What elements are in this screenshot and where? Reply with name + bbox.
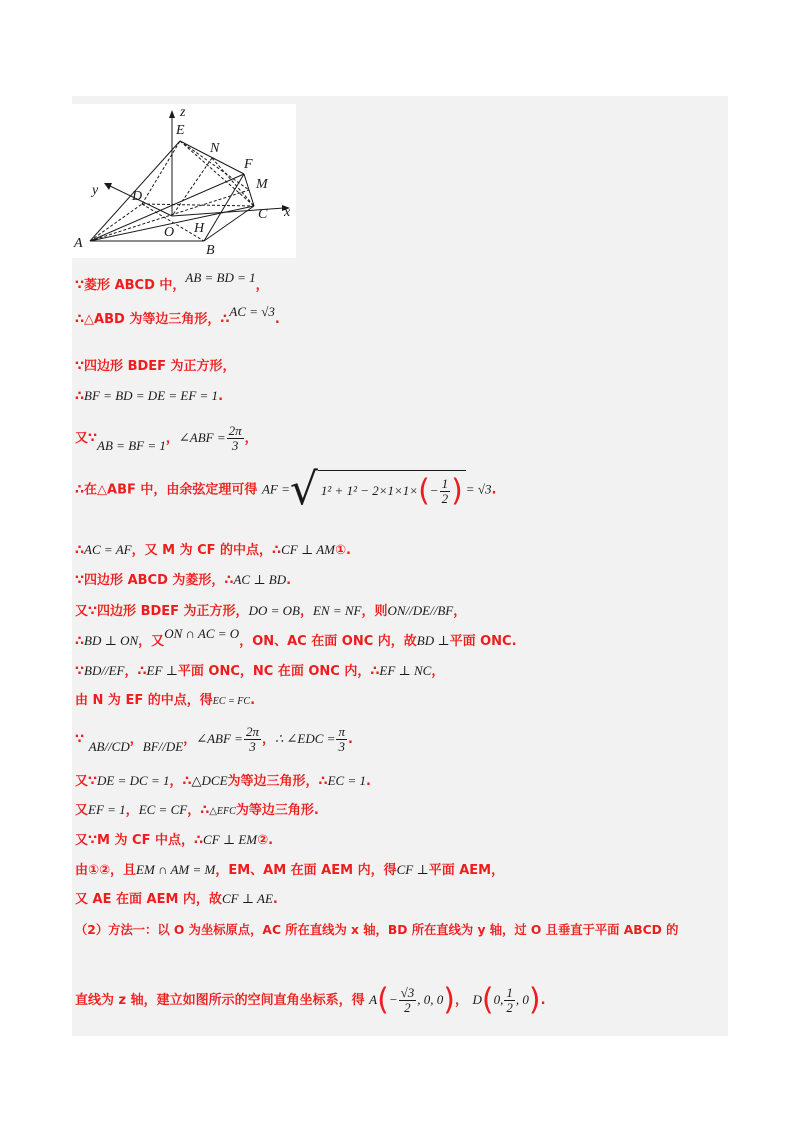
line-14-math-2: △DCE	[191, 773, 228, 788]
line-6-text: ∴在△ABF 中，由余弦定理可得	[75, 482, 258, 498]
line-6-radicand	[318, 470, 466, 510]
line-6-end: .	[491, 482, 497, 498]
line-11-end: ，	[431, 664, 445, 679]
edge-BF	[204, 174, 244, 241]
line-13-den-1: 3	[249, 739, 256, 754]
line-8-text: ∵四边形 ABCD 为菱形，∴	[75, 573, 234, 588]
line-20-text: 直线为 z 轴，建立如图所示的空间直角坐标系，得	[75, 993, 365, 1008]
line-13-text: ∵	[75, 732, 85, 747]
line-5-den: 3	[231, 438, 239, 453]
line-15-text-2: ，∴	[187, 803, 210, 818]
edge-DC	[142, 204, 254, 206]
segment-NO	[172, 158, 212, 216]
z-arrow	[169, 110, 175, 118]
line-9	[75, 602, 466, 621]
line-5-sep: ，	[165, 431, 179, 446]
point-D-num: 1	[506, 985, 513, 1000]
line-17-text-2: ，EM、AM 在面 AEM 内，得	[215, 863, 397, 878]
line-16-end: ②.	[257, 833, 274, 848]
line-10-text: ∴	[75, 634, 85, 649]
line-18-math: CF ⊥ AE	[221, 891, 273, 906]
label-F: F	[244, 157, 253, 172]
line-7-end: ①.	[334, 543, 351, 558]
line-14-math-3: EC = 1	[327, 773, 366, 788]
point-D-head: 0,	[493, 992, 504, 1007]
line-4-math: BF = BD = DE = EF = 1	[84, 388, 219, 403]
point-D-paren-open: (	[481, 982, 494, 1018]
line-5-math-2: ∠ABF =	[178, 430, 226, 445]
point-A-paren-open: (	[377, 982, 389, 1018]
line-2-end: .	[274, 312, 280, 327]
line-13-math-4: ∴ ∠EDC =	[275, 731, 336, 746]
line-5-text: 又∵	[75, 431, 98, 446]
edge-DE	[142, 141, 180, 204]
line-13-sep-2: ，	[183, 732, 197, 747]
line-5	[75, 424, 258, 453]
label-H: H	[194, 221, 205, 236]
line-10-end: 平面 ONC.	[449, 634, 517, 649]
line-9-end: ，	[453, 604, 467, 619]
label-O: O	[164, 225, 175, 240]
line-14-end: .	[365, 774, 371, 789]
line-9-text: 又∵四边形 BDEF 为正方形，	[75, 604, 249, 619]
line-9-math-1: DO = OB	[248, 603, 300, 618]
line-12	[75, 692, 255, 711]
line-11-math-1: BD//EF	[84, 663, 125, 678]
label-y: y	[92, 183, 99, 198]
line-2-text: ∴△ABD 为等边三角形，∴	[75, 312, 230, 327]
line-17-text: 由①②，且	[75, 863, 137, 878]
line-12-text: 由 N 为 EF 的中点，得	[75, 693, 213, 708]
line-16-text: 又∵M 为 CF 中点，∴	[75, 833, 204, 848]
line-4-end: .	[218, 389, 224, 404]
label-x: x	[284, 205, 291, 220]
line-14-math-1: DE = DC = 1	[97, 773, 170, 788]
line-2	[75, 304, 280, 329]
line-13-end: .	[347, 732, 353, 747]
line-1-end: ，	[255, 278, 269, 293]
point-A-num: √3	[400, 985, 415, 1000]
minus-sign: −	[429, 483, 439, 498]
line-9-math-3: ON//DE//BF	[387, 603, 454, 618]
line-6-math-body: 1² + 1² − 2×1×1×	[320, 483, 419, 498]
line-3	[75, 358, 236, 376]
point-D-fraction	[504, 986, 515, 1015]
line-16	[75, 831, 273, 850]
paren-close: )	[451, 473, 463, 509]
line-1-math: AB = BD = 1	[185, 270, 256, 285]
line-9-math-2: EN = NF	[312, 603, 362, 618]
geometry-figure	[72, 104, 296, 258]
line-10-math-1: BD ⊥ ON	[84, 633, 139, 648]
line-9-sep: ，	[299, 604, 313, 619]
line-15	[75, 801, 319, 821]
point-A-fraction	[399, 986, 417, 1015]
point-D-tail: , 0	[515, 992, 529, 1007]
line-6-den: 2	[441, 491, 449, 506]
line-15-end: 为等边三角形.	[235, 803, 319, 818]
line-14-text-2: ，∴	[169, 774, 192, 789]
line-13-math-3: ∠ABF =	[196, 731, 243, 746]
label-N: N	[210, 141, 220, 156]
point-A-den: 2	[404, 1000, 411, 1015]
line-15-text: 又	[75, 803, 89, 818]
line-15-sep: ，	[125, 803, 139, 818]
line-19-text: （2）方法一：以 O 为坐标原点，AC 所在直线为 x 轴，BD 所在直线为 y 轴，过 O 且垂直于平面 ABCD 的	[75, 923, 679, 937]
line-15-math-1: EF = 1	[88, 802, 126, 817]
label-B: B	[206, 243, 215, 258]
line-11-text-2: ，∴	[124, 664, 147, 679]
line-13-den-2: 3	[338, 739, 345, 754]
line-6-math-rhs: = √3	[465, 481, 492, 497]
line-7-math-1: AC = AF	[84, 542, 132, 557]
line-13-math-2: BF//DE	[142, 739, 184, 754]
line-13-sep-3: ，	[261, 732, 275, 747]
line-2-math: AC = √3	[229, 304, 275, 319]
line-13-sep-1: ，	[129, 732, 143, 747]
line-8	[75, 571, 291, 590]
line-13-math-1: AB//CD	[88, 739, 130, 754]
line-12-end: .	[250, 693, 256, 708]
line-15-math-3: △EFC	[209, 806, 236, 817]
line-1-text: ∵菱形 ABCD 中，	[75, 278, 186, 293]
line-13-num-2: π	[338, 724, 345, 739]
line-8-end: .	[286, 573, 292, 588]
line-17-end: 平面 AEM，	[428, 863, 505, 878]
line-13-num-1: 2π	[245, 724, 259, 739]
point-A-tail: , 0, 0	[417, 992, 444, 1007]
label-M: M	[256, 177, 268, 192]
line-10-math-2: ON ∩ AC = O	[164, 626, 240, 641]
line-10-text-2: ，又	[138, 634, 165, 649]
line-19	[75, 921, 678, 939]
point-D-label: D	[472, 992, 482, 1007]
line-10-math-3: BD ⊥	[416, 633, 450, 648]
line-18-end: .	[272, 892, 278, 907]
line-20-sep: ，	[454, 993, 468, 1008]
line-13	[75, 724, 353, 755]
paren-open: (	[418, 473, 430, 509]
label-z: z	[180, 105, 186, 120]
line-15-math-2: EC = CF	[138, 802, 188, 817]
line-11	[75, 662, 444, 681]
label-D: D	[132, 189, 143, 204]
line-6-fraction	[440, 477, 451, 506]
point-D-paren-close: )	[528, 982, 541, 1018]
line-8-math: AC ⊥ BD	[233, 572, 287, 587]
line-20-end: .	[540, 993, 546, 1008]
line-6-math-lhs: AF =	[261, 481, 290, 497]
line-6-num: 1	[441, 476, 449, 491]
line-13-fraction-1	[244, 725, 261, 754]
line-11-text-3: 平面 ONC，NC 在面 ONC 内，∴	[177, 664, 380, 679]
line-10	[75, 626, 517, 651]
line-4-text: ∴	[75, 389, 85, 404]
line-11-text: ∵	[75, 664, 85, 679]
line-5-fraction	[227, 424, 244, 453]
line-10-text-3: ，ON、AC 在面 ONC 内，故	[239, 634, 417, 649]
line-9-text-2: ，则	[361, 604, 388, 619]
label-E: E	[176, 123, 185, 138]
line-5-end: ，	[244, 431, 258, 446]
label-C: C	[258, 207, 268, 222]
line-3-text: ∵四边形 BDEF 为正方形，	[75, 359, 236, 374]
line-20	[75, 980, 546, 1021]
line-1	[75, 270, 269, 295]
line-11-math-3: EF ⊥ NC	[379, 663, 432, 678]
line-7	[75, 541, 351, 560]
line-12-math: EC = FC	[212, 696, 251, 707]
line-6	[75, 464, 497, 515]
line-7-text: ∴	[75, 543, 85, 558]
line-4	[75, 387, 223, 406]
point-D-den: 2	[506, 1000, 513, 1015]
line-17-math-2: CF ⊥	[396, 862, 429, 877]
point-A-paren-close: )	[443, 982, 455, 1018]
line-5-math-1: AB = BF = 1	[97, 438, 166, 453]
figure-svg	[72, 104, 296, 258]
line-17	[75, 861, 504, 880]
line-11-math-2: EF ⊥	[146, 663, 178, 678]
label-A: A	[74, 236, 83, 251]
point-A-label: A	[369, 992, 378, 1007]
line-5-num: 2π	[228, 423, 242, 438]
line-16-math: CF ⊥ EM	[203, 832, 258, 847]
line-14-text: 又∵	[75, 774, 98, 789]
line-18-text: 又 AE 在面 AEM 内，故	[75, 892, 222, 907]
line-13-fraction-2	[336, 725, 347, 754]
line-7-math-2: CF ⊥ AM	[281, 542, 335, 557]
line-18	[75, 890, 278, 909]
line-14	[75, 772, 371, 791]
line-7-text-2: ，又 M 为 CF 的中点，∴	[131, 543, 282, 558]
sqrt-symbol: √	[289, 464, 318, 515]
line-17-math-1: EM ∩ AM = M	[136, 862, 216, 877]
point-A-minus: −	[388, 992, 398, 1007]
line-14-text-3: 为等边三角形，∴	[227, 774, 328, 789]
